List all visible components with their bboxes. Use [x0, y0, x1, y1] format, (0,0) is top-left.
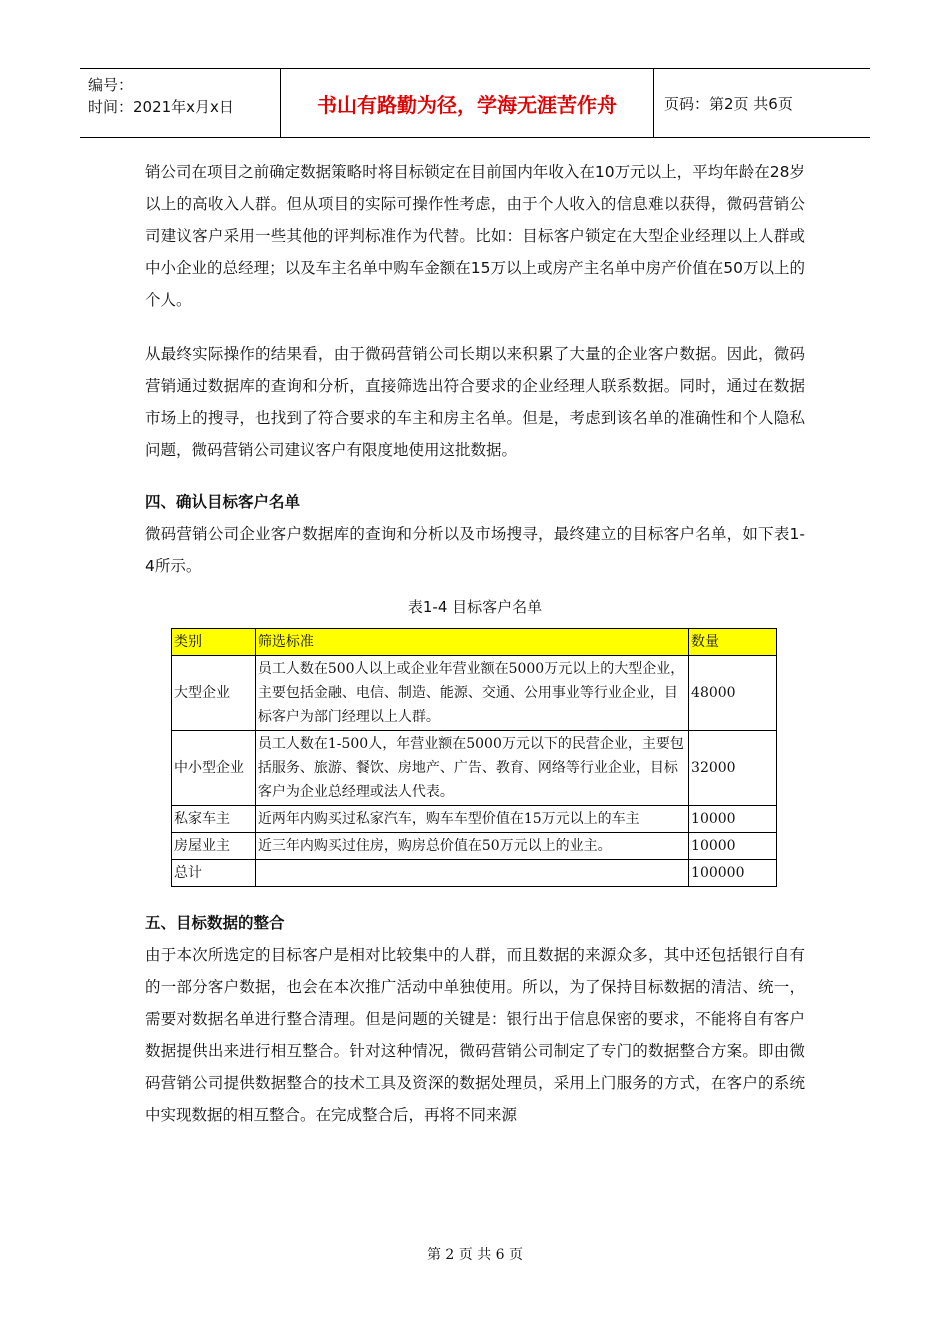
- header-quantity: 数量: [689, 629, 777, 656]
- header-motto: 书山有路勤为径，学海无涯苦作舟: [281, 69, 654, 137]
- cell-quantity: 48000: [689, 656, 777, 731]
- target-customer-table: [171, 628, 777, 887]
- table-total-row: [172, 860, 777, 887]
- page-footer: 第 2 页 共 6 页: [426, 1247, 524, 1263]
- table-row: [172, 731, 777, 806]
- cell-category: 总计: [172, 860, 256, 887]
- document-body: [145, 156, 805, 1131]
- cell-quantity: 10000: [689, 833, 777, 860]
- paragraph-4: 由于本次所选定的目标客户是相对比较集中的人群，而且数据的来源众多，其中还包括银行自有的一部分客户数据，也会在本次推广活动中单独使用。所以，为了保持目标数据的清洁、统一，需要对数据名单进行整合清理。但是问题的关键是：银行出于信息保密的要求，不能将自有客户数据提供出来进行相互整合。针对这种情况，微码营销公司制定了专门的数据整合方案。即由微码营销公司提供数据整合的技术工具及资深的数据处理员，采用上门服务的方式，在客户的系统中实现数据的相互整合。在完成整合后，再将不同来源: [145, 946, 805, 1124]
- cell-criteria: 员工人数在500人以上或企业年营业额在5000万元以上的大型企业，主要包括金融、电信、制造、能源、交通、公用事业等行业企业，目标客户为部门经理以上人群。: [255, 656, 688, 731]
- section-4-title: 四、确认目标客户名单: [145, 493, 301, 511]
- header-criteria: 筛选标准: [255, 629, 688, 656]
- table-row: [172, 806, 777, 833]
- header-category: 类别: [172, 629, 256, 656]
- page-header: [80, 68, 870, 138]
- cell-category: 中小型企业: [172, 731, 256, 806]
- cell-criteria: 员工人数在1-500人，年营业额在5000万元以下的民营企业，主要包括服务、旅游、餐饮、房地产、广告、教育、网络等行业企业，目标客户为企业总经理或法人代表。: [255, 731, 688, 806]
- paragraph-2: 从最终实际操作的结果看，由于微码营销公司长期以来积累了大量的企业客户数据。因此，微码营销通过数据库的查询和分析，直接筛选出符合要求的企业经理人联系数据。同时，通过在数据市场上的搜寻，也找到了符合要求的车主和房主名单。但是，考虑到该名单的准确性和个人隐私问题，微码营销公司建议客户有限度地使用这批数据。: [145, 345, 805, 459]
- paragraph-1: 销公司在项目之前确定数据策略时将目标锁定在目前国内年收入在10万元以上，平均年龄在28岁以上的高收入人群。但从项目的实际可操作性考虑，由于个人收入的信息难以获得，微码营销公司建议客户采用一些其他的评判标准作为代替。比如：目标客户锁定在大型企业经理以上人群或中小企业的总经理；以及车主名单中购车金额在15万以上或房产主名单中房产价值在50万以上的个人。: [145, 163, 805, 309]
- paragraph-3: 微码营销公司企业客户数据库的查询和分析以及市场搜寻，最终建立的目标客户名单，如下表1-4所示。: [145, 525, 805, 575]
- document-date: 时间：2021年x月x日: [88, 98, 234, 116]
- header-page-info: 页码：第2页 共6页: [664, 94, 793, 113]
- cell-quantity: 10000: [689, 806, 777, 833]
- cell-criteria: 近三年内购买过住房，购房总价值在50万元以上的业主。: [255, 833, 688, 860]
- header-meta: [80, 69, 281, 137]
- cell-quantity: 100000: [689, 860, 777, 887]
- cell-criteria: [255, 860, 688, 887]
- cell-category: 房屋业主: [172, 833, 256, 860]
- document-number-label: 编号：: [88, 76, 134, 94]
- section-5-title: 五、目标数据的整合: [145, 914, 285, 932]
- table-row: [172, 833, 777, 860]
- table-caption: 表1-4 目标客户名单: [407, 598, 543, 616]
- table-row: [172, 656, 777, 731]
- cell-category: 私家车主: [172, 806, 256, 833]
- table-header-row: [172, 629, 777, 656]
- cell-category: 大型企业: [172, 656, 256, 731]
- cell-criteria: 近两年内购买过私家汽车，购车车型价值在15万元以上的车主: [255, 806, 688, 833]
- cell-quantity: 32000: [689, 731, 777, 806]
